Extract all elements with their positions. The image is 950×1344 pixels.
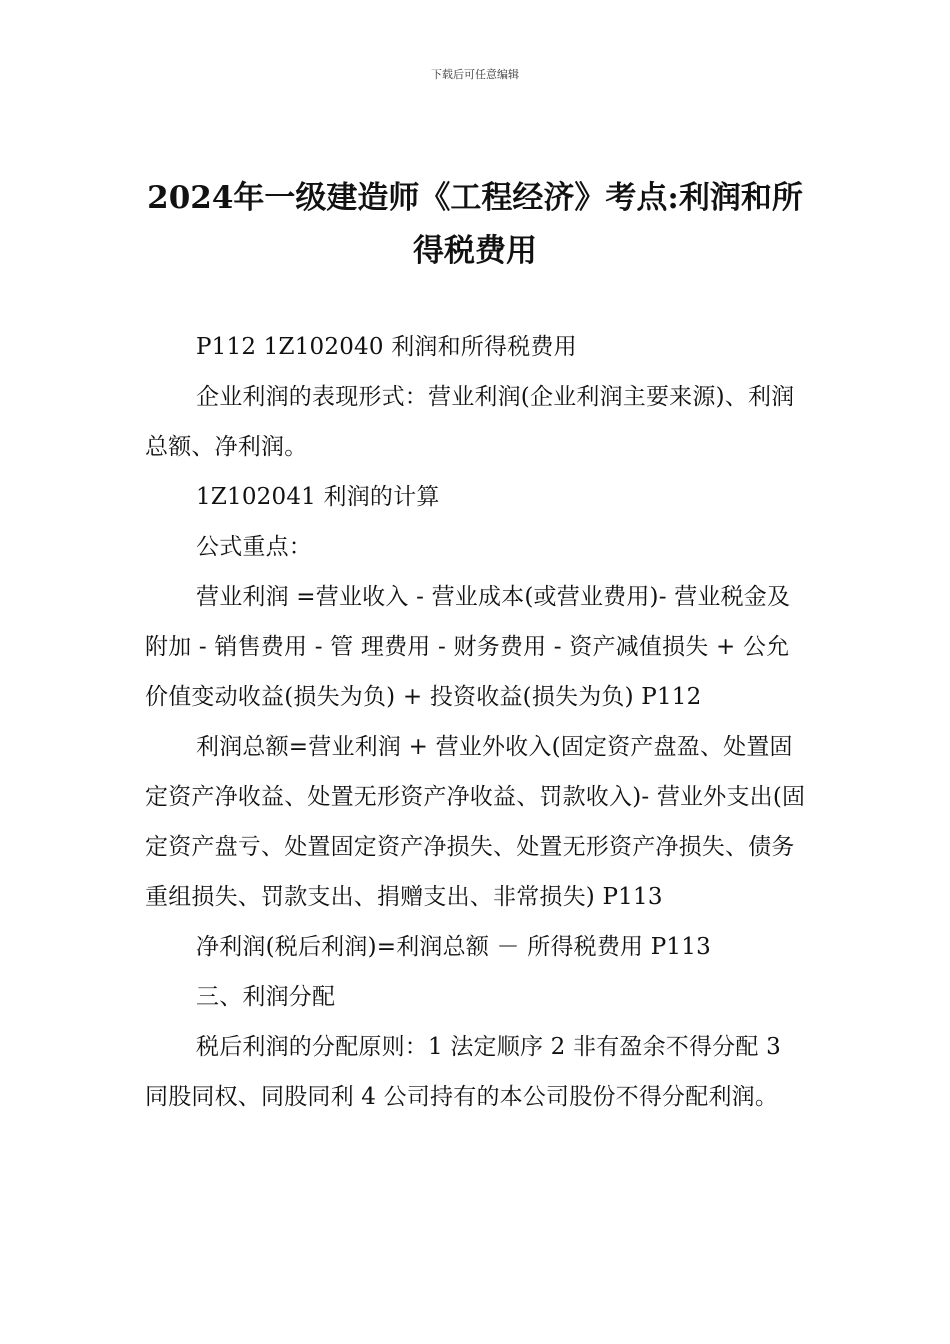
paragraph-operating-profit: 营业利润 =营业收入 - 营业成本(或营业费用)- 营业税金及附加 - 销售费用 - 管 理费用 - 财务费用 - 资产减值损失 + 公允价值变动收益(损失为负) + 投资收益(损失为负) P112	[145, 584, 791, 710]
paragraph-formula-label: 公式重点：	[196, 534, 312, 560]
paragraph-total-profit: 利润总额=营业利润 + 营业外收入(固定资产盘盈、处置固定资产净收益、处置无形资产净收益、罚款收入)- 营业外支出(固定资产盘亏、处置固定资产净损失、处置无形资产净损失、债务重组损失、罚款支出、捐赠支出、非常损失) P113	[145, 734, 806, 910]
paragraph-subsection-heading: 1Z102041 利润的计算	[196, 484, 440, 510]
paragraph-distribution-heading: 三、利润分配	[196, 984, 336, 1010]
paragraph-profit-forms: 企业利润的表现形式：营业利润(企业利润主要来源)、利润总额、净利润。	[145, 384, 795, 460]
document-body	[145, 322, 807, 1122]
header-note: 下载后可任意编辑	[431, 68, 519, 81]
paragraph-distribution-principles: 税后利润的分配原则：1 法定顺序 2 非有盈余不得分配 3 同股同权、同股同利 4 公司持有的本公司股份不得分配利润。	[145, 1034, 781, 1110]
paragraph-section-heading: P112 1Z102040 利润和所得税费用	[196, 334, 577, 360]
paragraph-net-profit: 净利润(税后利润)=利润总额 － 所得税费用 P113	[196, 934, 711, 960]
document-title: 2024年一级建造师《工程经济》考点:利润和所得税费用	[147, 180, 803, 269]
